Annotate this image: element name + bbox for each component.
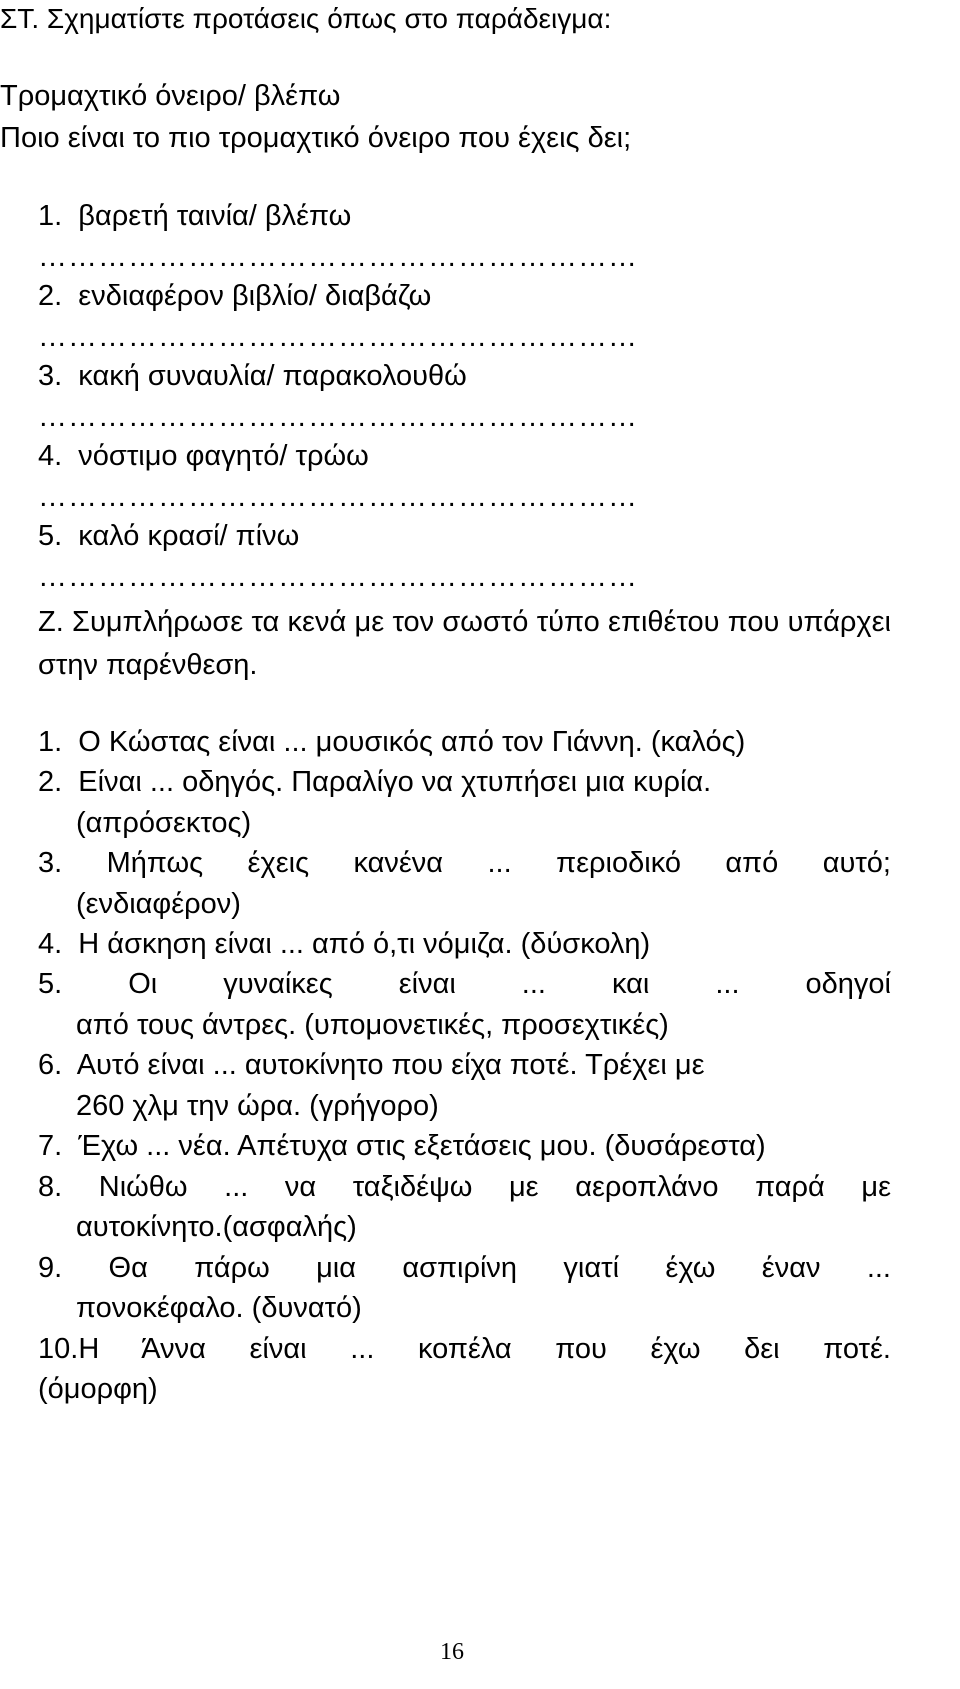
fill-line-8-cont: αυτοκίνητο.(ασφαλής) <box>76 1211 357 1243</box>
fill-line-1: 1. Ο Κώστας είναι ... μουσικός από τον Γιάννη. (καλός) <box>38 726 746 758</box>
fill-line-3-hint: (ενδιαφέρον) <box>76 888 241 920</box>
fill-line-8: 8. Νιώθω ... να ταξιδέψω με αεροπλάνο παρά με <box>38 1171 891 1203</box>
example-line-2: Ποιο είναι το πιο τρομαχτικό όνειρο που έχεις δει; <box>0 122 632 154</box>
answer-line-3: …………………………………………………… <box>38 401 638 433</box>
fill-line-2: 2. Είναι ... οδηγός. Παραλίγο να χτυπήσει μια κυρία. <box>38 766 712 798</box>
fill-line-2-hint: (απρόσεκτος) <box>76 807 252 839</box>
fill-line-9: 9. Θα πάρω μια ασπιρίνη γιατί έχω έναν ... <box>38 1252 891 1284</box>
fill-line-5-cont: από τους άντρες. (υπομονετικές, προσεχτικές) <box>76 1009 669 1041</box>
fill-line-6-cont: 260 χλμ την ώρα. (γρήγορο) <box>76 1090 439 1122</box>
answer-line-1: …………………………………………………… <box>38 241 638 273</box>
answer-line-5: …………………………………………………… <box>38 561 638 593</box>
exercise-prompt-3: 3. κακή συναυλία/ παρακολουθώ <box>38 360 467 392</box>
fill-line-6: 6. Αυτό είναι ... αυτοκίνητο που είχα ποτέ. Τρέχει με <box>38 1049 705 1081</box>
exercise-prompt-2: 2. ενδιαφέρον βιβλίο/ διαβάζω <box>38 280 432 312</box>
page-number: 16 <box>440 1639 464 1665</box>
section-z-heading-cont: στην παρένθεση. <box>38 649 258 681</box>
exercise-prompt-1: 1. βαρετή ταινία/ βλέπω <box>38 200 352 232</box>
fill-line-10-cont: (όμορφη) <box>38 1373 158 1405</box>
section-f-heading: ΣΤ. Σχηματίστε προτάσεις όπως στο παράδειγμα: <box>0 3 612 34</box>
fill-line-9-cont: πονοκέφαλο. (δυνατό) <box>76 1292 362 1324</box>
exercise-prompt-4: 4. νόστιμο φαγητό/ τρώω <box>38 440 369 472</box>
example-line-1: Τρομαχτικό όνειρο/ βλέπω <box>0 80 341 112</box>
fill-line-4: 4. Η άσκηση είναι ... από ό,τι νόμιζα. (δύσκολη) <box>38 928 651 960</box>
fill-line-5: 5. Οι γυναίκες είναι ... και ... οδηγοί <box>38 968 891 1000</box>
fill-line-10: 10.Η Άννα είναι ... κοπέλα που έχω δει ποτέ. <box>38 1333 891 1365</box>
answer-line-4: …………………………………………………… <box>38 481 638 513</box>
exercise-prompt-5: 5. καλό κρασί/ πίνω <box>38 520 300 552</box>
fill-line-7: 7. Έχω ... νέα. Απέτυχα στις εξετάσεις μου. (δυσάρεστα) <box>38 1130 766 1162</box>
fill-line-3: 3. Μήπως έχεις κανένα ... περιοδικό από αυτό; <box>38 847 891 879</box>
answer-line-2: …………………………………………………… <box>38 321 638 353</box>
section-z-heading: Ζ. Συμπλήρωσε τα κενά με τον σωστό τύπο επιθέτου που υπάρχει <box>38 606 891 638</box>
